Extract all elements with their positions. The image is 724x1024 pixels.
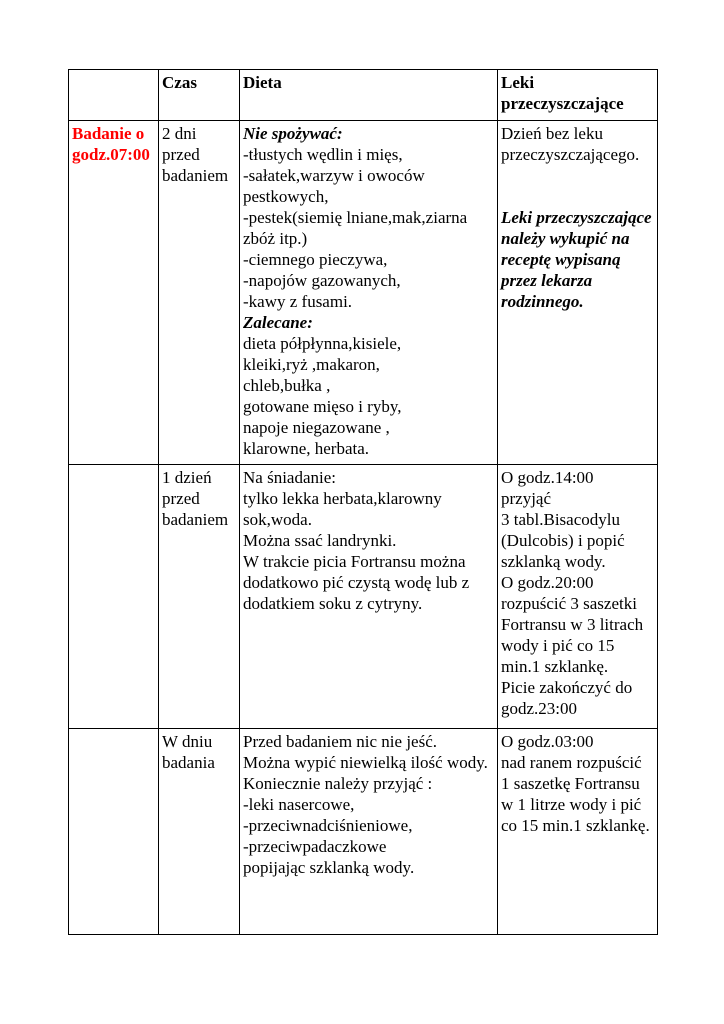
meds-item: przyjąć <box>501 489 552 508</box>
diet-item: Przed badaniem nic nie jeść. <box>243 732 438 751</box>
meds-cell <box>498 121 658 465</box>
meds-item: O godz.03:00 <box>501 732 594 751</box>
table-row <box>69 121 658 465</box>
spacer <box>501 165 654 207</box>
header-cell-empty <box>69 70 159 121</box>
diet-item: W trakcie picia Fortransu można dodatkowo pić czystą wodę lub z dodatkiem soku z cytryny. <box>243 552 474 613</box>
diet-item: Na śniadanie: <box>243 468 336 487</box>
header-cell-time: Czas <box>159 70 240 121</box>
diet-item: -przeciwpadaczkowe <box>243 837 387 856</box>
table-row <box>69 465 658 729</box>
diet-item: -przeciwnadciśnieniowe, <box>243 816 413 835</box>
diet-item: chleb,bułka , <box>243 376 331 395</box>
time-cell: 1 dzień przed badaniem <box>159 465 240 729</box>
exam-time-label <box>69 729 159 935</box>
meds-text: Dzień bez leku przeczyszczającego. <box>501 124 640 164</box>
time-cell: W dniu badania <box>159 729 240 935</box>
diet-cell <box>240 729 498 935</box>
diet-item: Można ssać landrynki. <box>243 531 397 550</box>
meds-item: Picie zakończyć do godz.23:00 <box>501 678 637 718</box>
schedule-table <box>68 69 658 935</box>
diet-item: klarowne, herbata. <box>243 439 370 458</box>
meds-cell <box>498 465 658 729</box>
diet-heading-avoid: Nie spożywać: <box>243 124 343 143</box>
exam-time-label <box>69 465 159 729</box>
diet-item: kleiki,ryż ,makaron, <box>243 355 380 374</box>
meds-item: 3 tabl.Bisacodylu (Dulcobis) i popić szklanką wody. <box>501 510 629 571</box>
header-cell-diet: Dieta <box>240 70 498 121</box>
diet-heading-recommended: Zalecane: <box>243 313 313 332</box>
diet-item: Koniecznie należy przyjąć : <box>243 774 433 793</box>
meds-item: nad ranem rozpuścić 1 saszetkę Fortransu w 1 litrze wody i pić co 15 min.1 szklankę. <box>501 753 650 835</box>
diet-item: popijając szklanką wody. <box>243 858 415 877</box>
meds-item: O godz.14:00 <box>501 468 594 487</box>
table-row <box>69 729 658 935</box>
meds-note: Leki przeczyszczające należy wykupić na receptę wypisaną przez lekarza rodzinnego. <box>501 208 656 311</box>
diet-item: -sałatek,warzyw i owoców pestkowych, <box>243 166 429 206</box>
diet-item: -leki nasercowe, <box>243 795 355 814</box>
diet-cell <box>240 121 498 465</box>
diet-item: -pestek(siemię lniane,mak,ziarna zbóż itp.) <box>243 208 472 248</box>
diet-cell <box>240 465 498 729</box>
diet-item: -tłustych wędlin i mięs, <box>243 145 403 164</box>
time-cell: 2 dni przed badaniem <box>159 121 240 465</box>
header-cell-meds: Leki przeczyszczające <box>498 70 658 121</box>
diet-item: Można wypić niewielką ilość wody. <box>243 753 488 772</box>
diet-item: dieta półpłynna,kisiele, <box>243 334 402 353</box>
exam-time-label: Badanie o godz.07:00 <box>69 121 159 465</box>
diet-item: -napojów gazowanych, <box>243 271 401 290</box>
diet-item: napoje niegazowane , <box>243 418 390 437</box>
meds-item: O godz.20:00 rozpuścić 3 saszetki Fortransu w 3 litrach wody i pić co 15 min.1 szklankę. <box>501 573 648 676</box>
diet-item: gotowane mięso i ryby, <box>243 397 402 416</box>
diet-item: -kawy z fusami. <box>243 292 353 311</box>
diet-item: tylko lekka herbata,klarowny sok,woda. <box>243 489 446 529</box>
meds-cell <box>498 729 658 935</box>
header-row <box>69 70 658 121</box>
diet-item: -ciemnego pieczywa, <box>243 250 388 269</box>
